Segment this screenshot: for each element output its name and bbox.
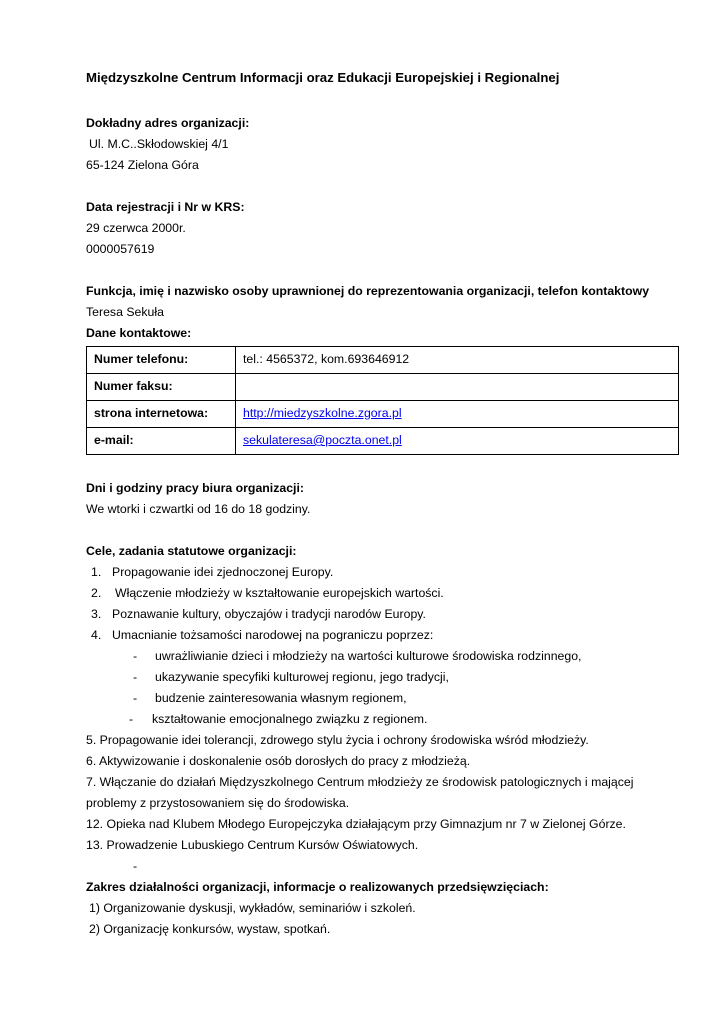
- goals-heading: Cele, zadania statutowe organizacji:: [86, 544, 297, 558]
- sub-item: kształtowanie emocjonalnego związku z regionem.: [152, 712, 428, 726]
- activities-heading: Zakres działalności organizacji, informacje o realizowanych przedsięwzięciach:: [86, 880, 549, 894]
- sub-item: ukazywanie specyfiki kulturowej regionu, jego tradycji,: [155, 670, 449, 684]
- activity-item: 1) Organizowanie dyskusji, wykładów, seminariów i szkoleń.: [89, 901, 416, 915]
- registration-heading: Data rejestracji i Nr w KRS:: [86, 200, 245, 214]
- goal-line-7-continued: problemy z przystosowaniem się do środowiska.: [86, 796, 350, 810]
- table-row: [87, 374, 679, 401]
- list-item-number: 3.: [91, 607, 102, 621]
- hours-heading: Dni i godziny pracy biura organizacji:: [86, 481, 304, 495]
- goal-line-7: 7. Włączanie do działań Międzyszkolnego Centrum młodzieży ze środowisk patologicznych i mającej: [86, 775, 634, 789]
- sub-item-dash: -: [129, 712, 134, 726]
- registration-date: 29 czerwca 2000r.: [86, 221, 186, 235]
- sub-item: budzenie zainteresowania własnym regionem,: [155, 691, 407, 705]
- phone-value: tel.: 4565372, kom.693646912: [236, 347, 679, 374]
- list-item: Umacnianie tożsamości narodowej na pograniczu poprzez:: [112, 628, 434, 642]
- sub-item-dash: -: [133, 670, 138, 684]
- website-label: strona internetowa:: [87, 401, 236, 428]
- sub-item-dash: -: [133, 649, 138, 663]
- table-row: [87, 401, 679, 428]
- activity-item: 2) Organizację konkursów, wystaw, spotkań.: [89, 922, 331, 936]
- goal-line-12: 12. Opieka nad Klubem Młodego Europejczyka działającym przy Gimnazjum nr 7 w Zielonej Górze.: [86, 817, 626, 831]
- trailing-dash: -: [133, 859, 138, 873]
- address-line-2: 65-124 Zielona Góra: [86, 158, 199, 172]
- fax-value: [236, 374, 679, 401]
- krs-number: 0000057619: [86, 242, 155, 256]
- address-heading: Dokładny adres organizacji:: [86, 116, 250, 130]
- representative-name: Teresa Sekuła: [86, 305, 164, 319]
- address-line-1: Ul. M.C..Skłodowskiej 4/1: [89, 137, 229, 151]
- hours-text: We wtorki i czwartki od 16 do 18 godziny.: [86, 502, 311, 516]
- sub-item-dash: -: [133, 691, 138, 705]
- phone-label: Numer telefonu:: [87, 347, 236, 374]
- contacts-heading: Dane kontaktowe:: [86, 326, 192, 340]
- list-item-number: 2.: [91, 586, 102, 600]
- website-link[interactable]: http://miedzyszkolne.zgora.pl: [243, 406, 402, 420]
- list-item-number: 4.: [91, 628, 102, 642]
- list-item: Propagowanie idei zjednoczonej Europy.: [112, 565, 334, 579]
- goal-line-5: 5. Propagowanie idei tolerancji, zdrowego stylu życia i ochrony środowiska wśród młodzieży.: [86, 733, 589, 747]
- contacts-table: [86, 346, 679, 455]
- goal-line-6: 6. Aktywizowanie i doskonalenie osób dorosłych do pracy z młodzieżą.: [86, 754, 471, 768]
- page-title: Międzyszkolne Centrum Informacji oraz Edukacji Europejskiej i Regionalnej: [86, 70, 560, 85]
- goal-line-13: 13. Prowadzenie Lubuskiego Centrum Kursów Oświatowych.: [86, 838, 419, 852]
- website-cell: [236, 401, 679, 428]
- fax-label: Numer faksu:: [87, 374, 236, 401]
- table-row: [87, 428, 679, 455]
- email-cell: [236, 428, 679, 455]
- representative-heading: Funkcja, imię i nazwisko osoby uprawnionej do reprezentowania organizacji, telefon kontaktowy: [86, 284, 650, 298]
- list-item: Włączenie młodzieży w kształtowanie europejskich wartości.: [115, 586, 444, 600]
- sub-item: uwrażliwianie dzieci i młodzieży na wartości kulturowe środowiska rodzinnego,: [155, 649, 582, 663]
- list-item-number: 1.: [91, 565, 102, 579]
- list-item: Poznawanie kultury, obyczajów i tradycji narodów Europy.: [112, 607, 426, 621]
- table-row: [87, 347, 679, 374]
- email-label: e-mail:: [87, 428, 236, 455]
- email-link[interactable]: sekulateresa@poczta.onet.pl: [243, 433, 402, 447]
